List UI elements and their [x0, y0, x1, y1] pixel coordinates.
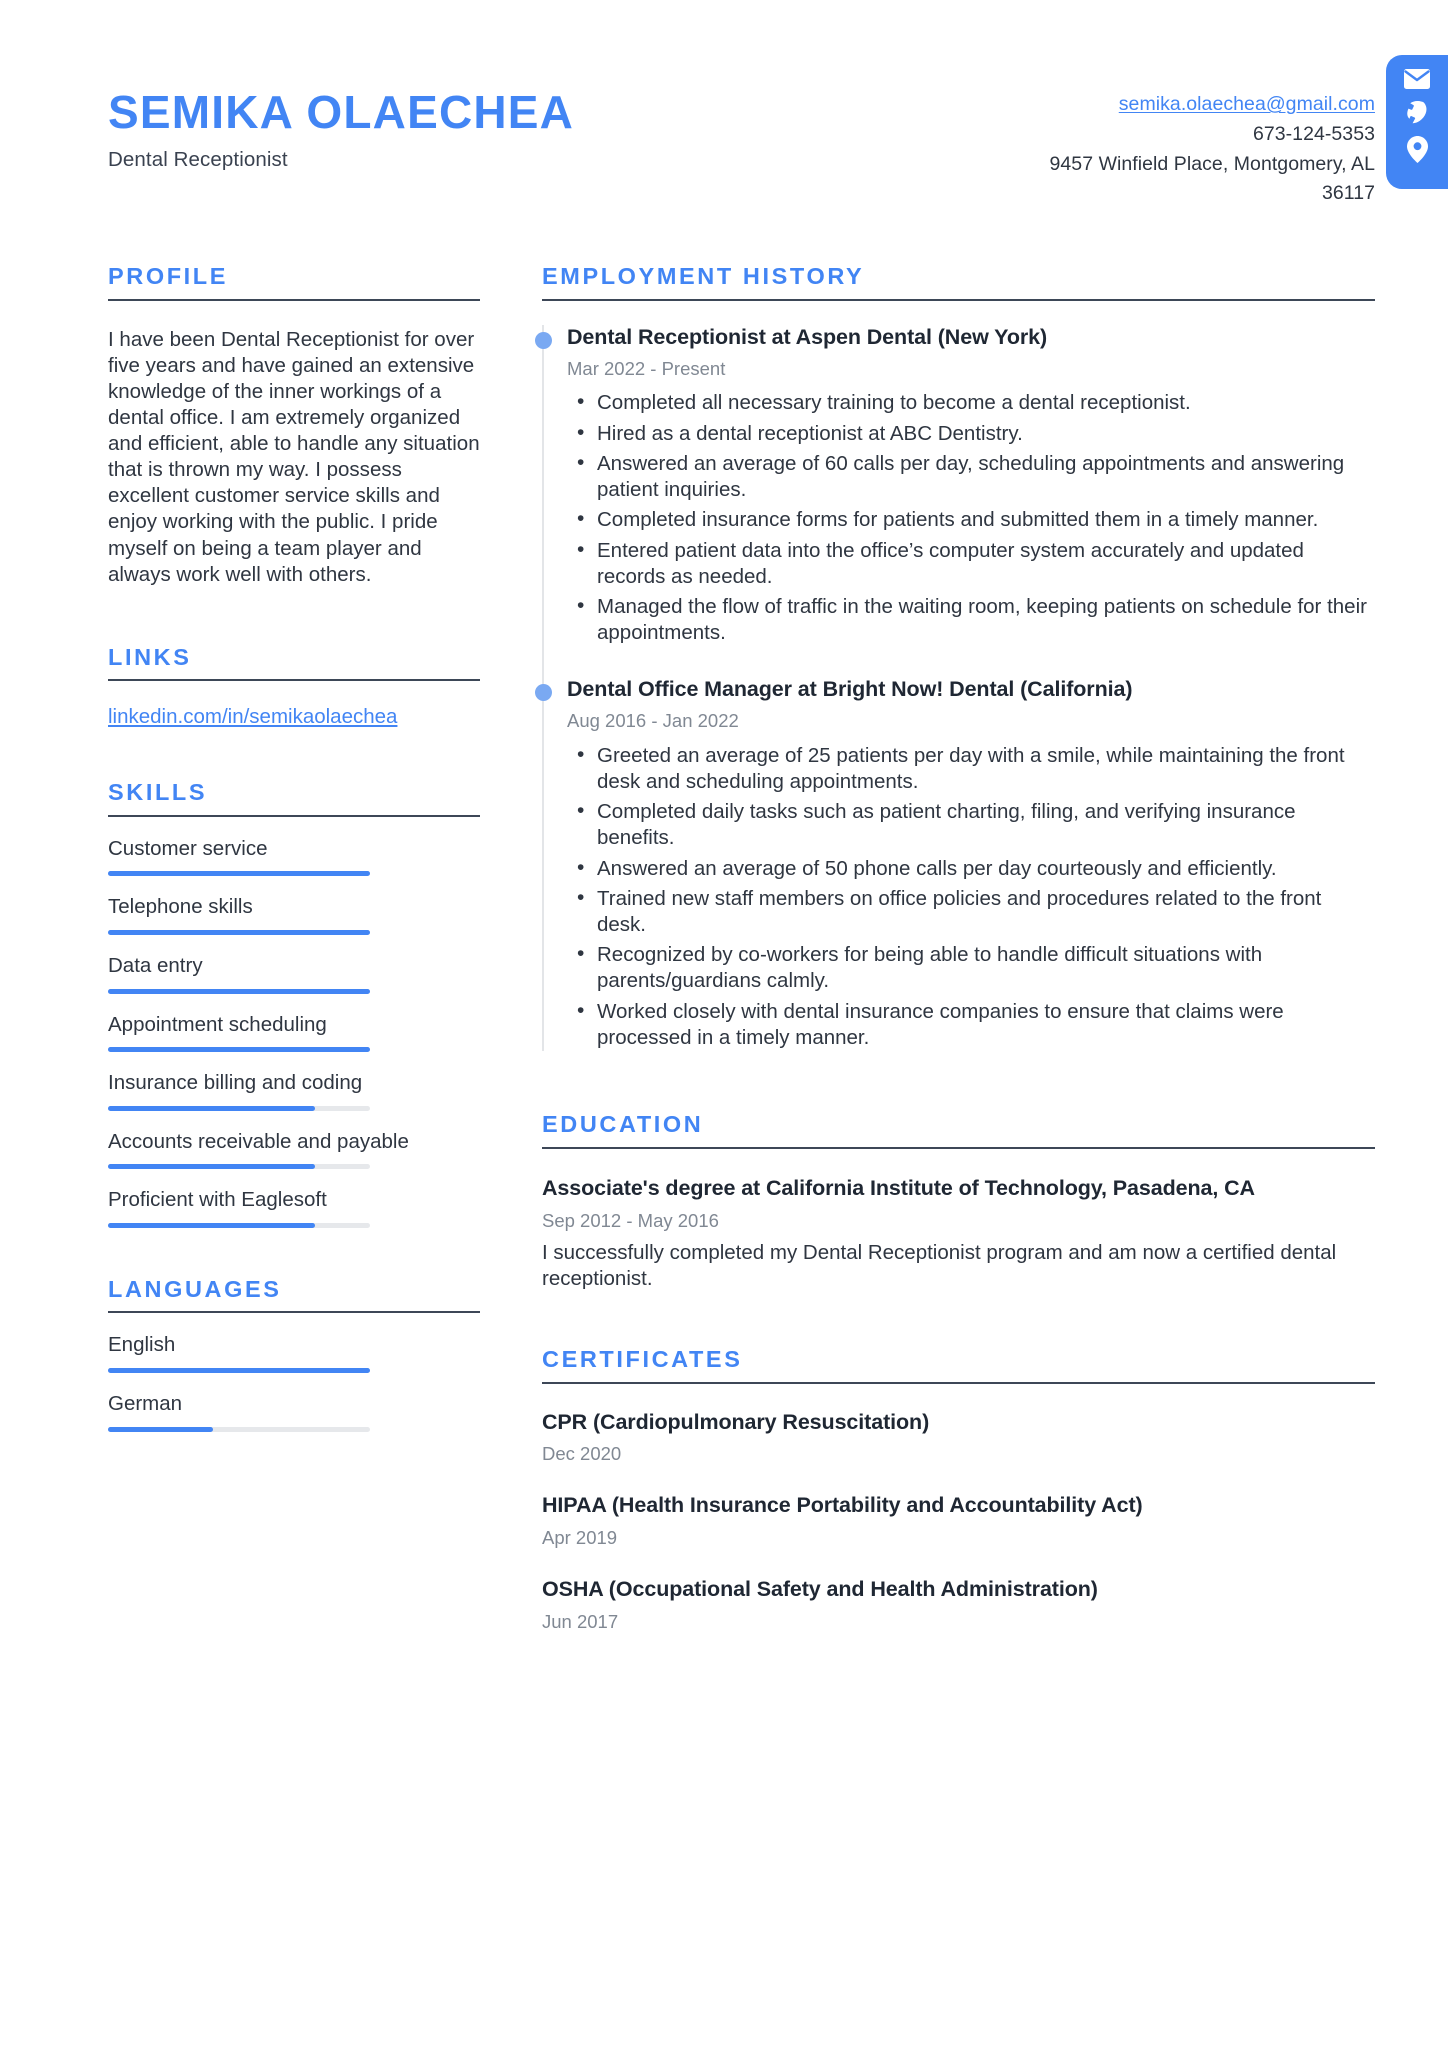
section-heading-education: EDUCATION: [542, 1111, 704, 1138]
section-employment-history: [542, 265, 1375, 1051]
skill-level-track: [108, 930, 370, 935]
section-languages: [108, 1275, 480, 1432]
certificate-entry: [542, 1493, 1375, 1549]
language-row: [108, 1392, 480, 1432]
employment-timeline: [542, 325, 1375, 1052]
skill-level-fill: [108, 989, 370, 994]
section-divider: [108, 1311, 480, 1313]
section-divider: [108, 679, 480, 681]
bullet-item: • Trained new staff members on office policies and procedures related to the front desk.: [567, 886, 1375, 938]
spacer: [567, 659, 1375, 677]
employment-bullets: [567, 390, 1375, 646]
main-column: [542, 265, 1375, 1633]
section-divider: [542, 1147, 1375, 1149]
contact-icon-rail: [1386, 55, 1448, 189]
skill-level-fill: [108, 1164, 315, 1169]
spacer: [108, 1228, 480, 1278]
employment-date-range: Mar 2022 - Present: [567, 358, 726, 380]
language-label: English: [108, 1333, 176, 1357]
skill-row: [108, 837, 480, 877]
skill-level-track: [108, 989, 370, 994]
language-level-track: [108, 1368, 370, 1373]
section-links: [108, 643, 480, 730]
skill-level-track: [108, 1106, 370, 1111]
phone-icon: [1405, 100, 1430, 125]
language-row: [108, 1333, 480, 1373]
section-skills: [108, 781, 480, 1228]
section-divider: [542, 1382, 1375, 1384]
bullet-item: • Managed the flow of traffic in the waiting room, keeping patients on schedule for their appointments.: [567, 594, 1375, 646]
section-certificates: [542, 1348, 1375, 1633]
certificate-date: Jun 2017: [542, 1610, 619, 1632]
contact-address-line-1: 9457 Winfield Place, Montgomery, AL: [1049, 152, 1375, 175]
language-level-fill: [108, 1368, 370, 1373]
skill-level-fill: [108, 1047, 370, 1052]
bullet-item: • Completed daily tasks such as patient charting, filing, and verifying insurance benefits.: [567, 799, 1375, 851]
profile-summary-text: I have been Dental Receptionist for over five years and have gained an extensive knowledge of the inner workings of a dental office. I am extremely organized and efficient, able to handle any situation that is thrown my way. I possess excellent customer service skills and enjoy working with the public. I pride myself on being a team player and always work well with others.: [108, 327, 480, 586]
certificate-date: Dec 2020: [542, 1443, 622, 1465]
certificate-name: HIPAA (Health Insurance Portability and Accountability Act): [542, 1493, 1143, 1518]
skill-label: Data entry: [108, 953, 203, 977]
skill-row: [108, 1071, 480, 1111]
bullet-item: • Completed all necessary training to become a dental receptionist.: [567, 390, 1375, 416]
section-profile: [108, 265, 480, 588]
section-divider: [108, 299, 480, 301]
section-divider: [542, 299, 1375, 301]
certificate-date: Apr 2019: [542, 1527, 618, 1549]
contact-address-line-2: 36117: [1321, 182, 1375, 205]
spacer: [542, 1292, 1375, 1348]
bullet-item: • Worked closely with dental insurance companies to ensure that claims were processed in a timely manner.: [567, 999, 1375, 1051]
skill-level-track: [108, 871, 370, 876]
language-level-track: [108, 1427, 370, 1432]
skill-level-fill: [108, 871, 370, 876]
bullet-item: • Completed insurance forms for patients and submitted them in a timely manner.: [567, 507, 1375, 533]
section-education: [542, 1113, 1375, 1292]
skill-level-track: [108, 1223, 370, 1228]
bullet-item: • Entered patient data into the office’s computer system accurately and updated records as needed.: [567, 538, 1375, 590]
skill-row: [108, 954, 480, 994]
employment-title: Dental Receptionist at Aspen Dental (New York): [567, 324, 1048, 349]
certificate-entry: [542, 1577, 1375, 1633]
skill-label: Customer service: [108, 836, 268, 860]
education-title: Associate's degree at California Institute of Technology, Pasadena, CA: [542, 1175, 1255, 1200]
skill-row: [108, 1013, 480, 1053]
certificate-name: CPR (Cardiopulmonary Resuscitation): [542, 1409, 930, 1434]
certificate-name: OSHA (Occupational Safety and Health Administration): [542, 1577, 1098, 1602]
section-heading-profile: PROFILE: [108, 263, 229, 289]
section-heading-languages: LANGUAGES: [108, 1275, 282, 1302]
section-divider: [108, 815, 480, 817]
bullet-item: • Greeted an average of 25 patients per day with a smile, while maintaining the front desk and scheduling appointments.: [567, 743, 1375, 795]
sidebar-column: [108, 265, 480, 1633]
link-item[interactable]: linkedin.com/in/semikaolaechea: [108, 705, 398, 729]
skill-level-fill: [108, 1106, 315, 1111]
bullet-item: • Recognized by co-workers for being able to handle difficult situations with parents/guardians calmly.: [567, 942, 1375, 994]
skill-label: Accounts receivable and payable: [108, 1129, 409, 1153]
spacer: [108, 729, 480, 781]
bullet-item: • Hired as a dental receptionist at ABC Dentistry.: [567, 421, 1375, 447]
certificates-list: [542, 1410, 1375, 1633]
timeline-dot-icon: [535, 684, 552, 701]
name-block: [108, 88, 574, 172]
skill-label: Telephone skills: [108, 895, 253, 919]
links-list: [108, 705, 480, 729]
location-pin-icon: [1407, 136, 1428, 163]
contact-block: [955, 90, 1375, 209]
language-level-fill: [108, 1427, 213, 1432]
column-gap: [480, 265, 542, 1633]
skill-level-fill: [108, 1223, 315, 1228]
resume-body: [0, 265, 1448, 1633]
skill-label: Insurance billing and coding: [108, 1071, 363, 1095]
section-heading-employment: EMPLOYMENT HISTORY: [542, 263, 865, 289]
skill-label: Proficient with Eaglesoft: [108, 1188, 327, 1212]
section-heading-skills: SKILLS: [108, 779, 208, 806]
skill-label: Appointment scheduling: [108, 1012, 327, 1036]
skill-row: [108, 895, 480, 935]
bullet-item: • Answered an average of 50 phone calls per day courteously and efficiently.: [567, 856, 1375, 882]
skill-level-fill: [108, 930, 370, 935]
spacer: [542, 1055, 1375, 1113]
employment-entry: [567, 325, 1375, 659]
languages-list: [108, 1333, 480, 1431]
page-title: SEMIKA OLAECHEA: [108, 86, 575, 138]
email-link[interactable]: semika.olaechea@gmail.com: [1118, 93, 1375, 115]
envelope-icon: [1404, 69, 1430, 89]
language-label: German: [108, 1392, 183, 1415]
employment-bullets: [567, 743, 1375, 1052]
contact-phone: 673-124-5353: [1252, 122, 1375, 145]
job-title-subtitle: Dental Receptionist: [108, 147, 288, 171]
skills-list: [108, 837, 480, 1228]
education-entry: [542, 1175, 1375, 1292]
employment-entry: [567, 677, 1375, 1052]
skill-level-track: [108, 1047, 370, 1052]
education-date-range: Sep 2012 - May 2016: [542, 1209, 719, 1231]
skill-row: [108, 1188, 480, 1228]
spacer: [108, 588, 480, 646]
skill-level-track: [108, 1164, 370, 1169]
education-description: I successfully completed my Dental Receptionist program and am now a certified dental receptionist.: [542, 1240, 1337, 1290]
section-heading-certificates: CERTIFICATES: [542, 1346, 743, 1372]
certificate-entry: [542, 1410, 1375, 1466]
employment-date-range: Aug 2016 - Jan 2022: [567, 710, 739, 732]
skill-row: [108, 1130, 480, 1170]
bullet-item: • Answered an average of 60 calls per day, scheduling appointments and answering patient inquiries.: [567, 451, 1375, 503]
employment-title: Dental Office Manager at Bright Now! Dental (California): [567, 676, 1133, 701]
timeline-dot-icon: [535, 332, 552, 349]
section-heading-links: LINKS: [108, 643, 192, 670]
contact-email[interactable]: [955, 90, 1375, 120]
resume-header: [0, 0, 1448, 265]
